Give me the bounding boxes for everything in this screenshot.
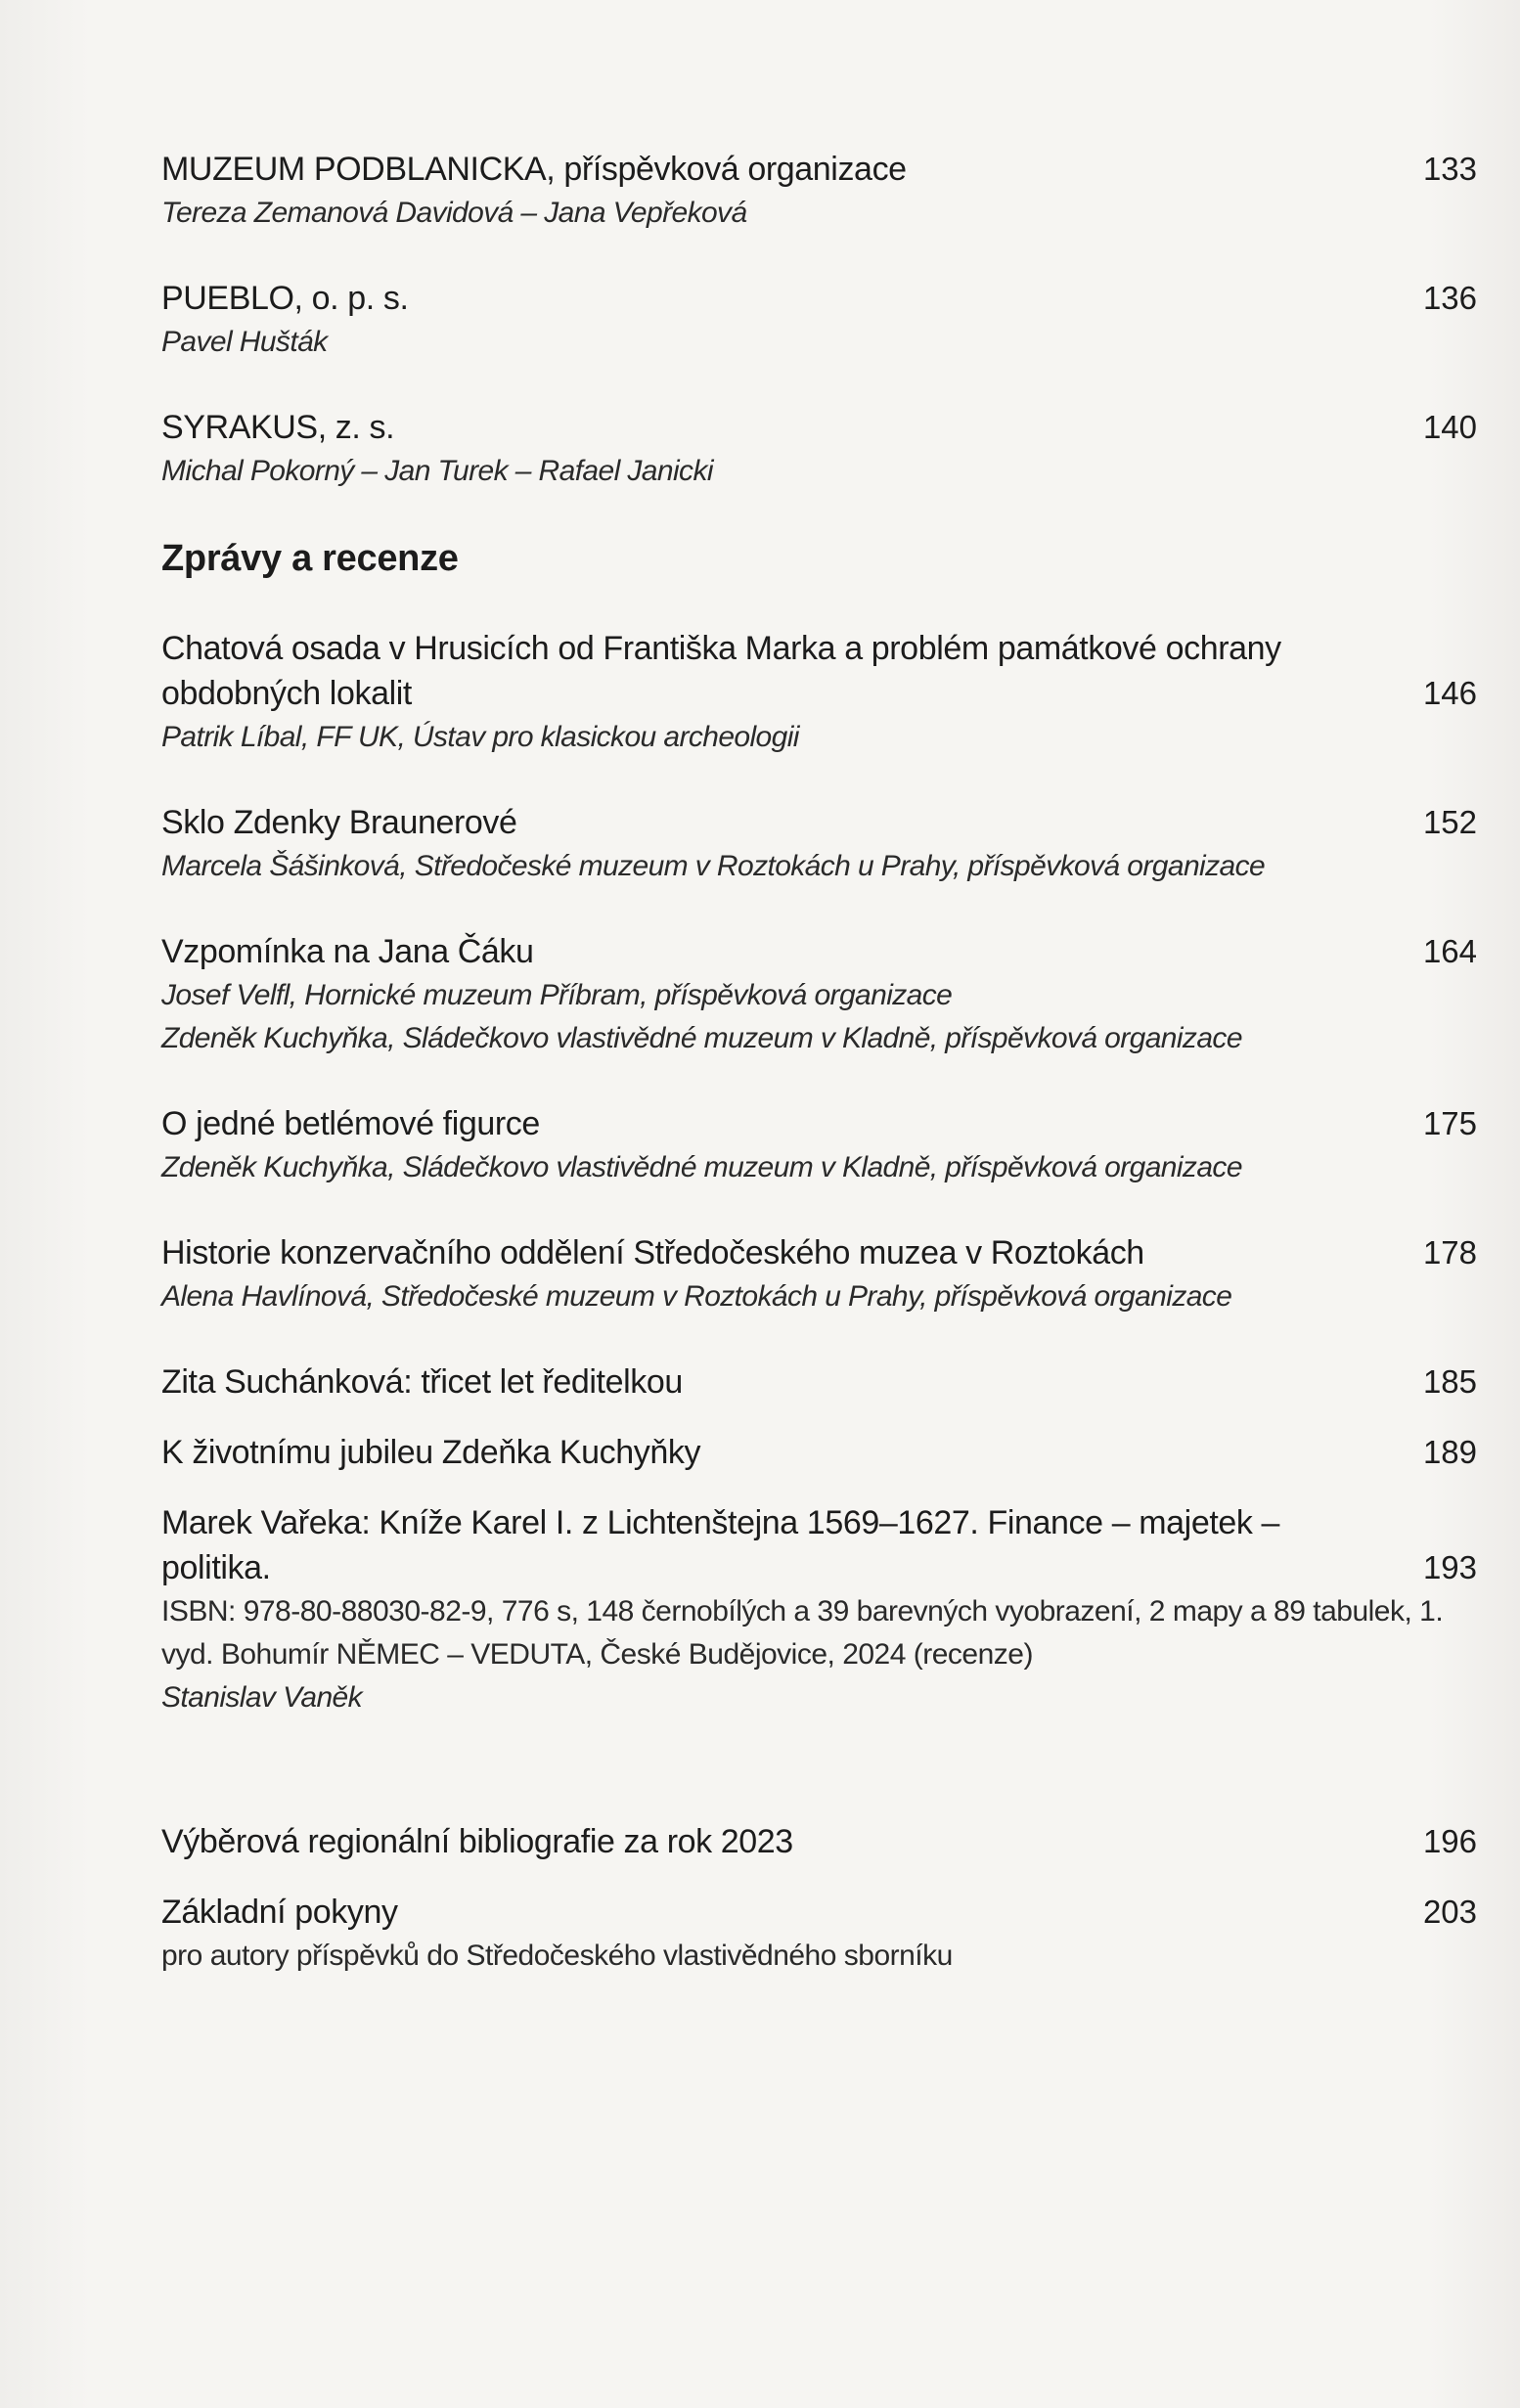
toc-entry-betlemova-figurka [161, 1101, 1477, 1189]
entry-title: Historie konzervačního oddělení Středočeského muzea v Roztokách [161, 1234, 1144, 1271]
toc-entry-recenze-kniize-karel [161, 1500, 1477, 1719]
toc-entry-zakladni-pokyny [161, 1890, 1477, 1978]
entry-author: Stanislav Vaněk [161, 1681, 363, 1714]
toc-entry-bibliografie [161, 1819, 1477, 1864]
entry-page-number: 185 [1422, 1363, 1477, 1400]
entry-page-number: 196 [1422, 1823, 1477, 1859]
entry-title: Vzpomínka na Jana Čáku [161, 933, 534, 970]
toc-entry-sklo-zdenky-braunerove [161, 800, 1477, 888]
entry-title: Sklo Zdenky Braunerové [161, 804, 517, 841]
entry-author: Zdeněk Kuchyňka, Sládečkovo vlastivědné muzeum v Kladně, příspěvková organizace [161, 1151, 1242, 1183]
entry-page-number: 178 [1422, 1234, 1477, 1271]
entry-author: Josef Velfl, Hornické muzeum Příbram, příspěvková organizace [161, 979, 953, 1011]
toc-entry-zita-suchankova [161, 1360, 1477, 1405]
entry-author: Pavel Hušták [161, 326, 328, 358]
toc-entry-chatova-osada [161, 626, 1477, 759]
entry-subtitle: pro autory příspěvků do Středočeského vlastivědného sborníku [161, 1940, 953, 1972]
toc-entry-historie-konzervacniho-oddeleni [161, 1230, 1477, 1318]
toc-entry-syrakus [161, 405, 1477, 493]
entry-title: Zita Suchánková: třicet let ředitelkou [161, 1363, 683, 1401]
entry-page-number: 152 [1422, 804, 1477, 840]
section-heading: Zprávy a recenze [161, 538, 459, 579]
entry-page-number: 133 [1422, 151, 1477, 187]
entry-page-number: 140 [1422, 409, 1477, 445]
entry-title: PUEBLO, o. p. s. [161, 280, 409, 317]
entry-author: Tereza Zemanová Davidová – Jana Vepřeková [161, 197, 747, 229]
entry-title: SYRAKUS, z. s. [161, 409, 395, 446]
entry-author: Michal Pokorný – Jan Turek – Rafael Janicki [161, 455, 713, 487]
entry-page-number: 146 [1422, 675, 1477, 711]
entry-title: Chatová osada v Hrusicích od Františka Marka a problém památkové ochrany obdobných lokalit [161, 630, 1281, 712]
entry-title: Marek Vařeka: Kníže Karel I. z Lichtenštejna 1569–1627. Finance – majetek – politika. [161, 1504, 1280, 1586]
toc-entry-vzpominka-jana-caku [161, 929, 1477, 1060]
table-of-contents [161, 147, 1477, 2019]
entry-title: Základní pokyny [161, 1894, 398, 1931]
entry-title: K životnímu jubileu Zdeňka Kuchyňky [161, 1434, 701, 1471]
spacer [161, 1761, 1477, 1819]
entry-author: Marcela Šášinková, Středočeské muzeum v Roztokách u Prahy, příspěvková organizace [161, 850, 1266, 882]
entry-description: ISBN: 978-80-88030-82-9, 776 s, 148 černobílých a 39 barevných vyobrazení, 2 mapy a 89 tabulek, 1. vyd. Bohumír NĚMEC – VEDUTA, České Budějovice, 2024 (recenze) [161, 1595, 1444, 1671]
entry-page-number: 203 [1422, 1894, 1477, 1930]
entry-page-number: 189 [1422, 1434, 1477, 1470]
entry-page-number: 136 [1422, 280, 1477, 316]
entry-page-number: 193 [1422, 1549, 1477, 1585]
entry-page-number: 175 [1422, 1105, 1477, 1141]
entry-author: Alena Havlínová, Středočeské muzeum v Roztokách u Prahy, příspěvková organizace [161, 1280, 1232, 1313]
toc-entry-muzeum-podblanicka [161, 147, 1477, 235]
entry-title: Výběrová regionální bibliografie za rok 2023 [161, 1823, 793, 1860]
entry-title: O jedné betlémové figurce [161, 1105, 540, 1142]
entry-author: Zdeněk Kuchyňka, Sládečkovo vlastivědné muzeum v Kladně, příspěvková organizace [161, 1022, 1242, 1054]
entry-author: Patrik Líbal, FF UK, Ústav pro klasickou archeologii [161, 721, 799, 753]
entry-page-number: 164 [1422, 933, 1477, 969]
toc-entry-pueblo [161, 276, 1477, 364]
entry-title: MUZEUM PODBLANICKA, příspěvková organizace [161, 151, 907, 188]
toc-entry-jubileum-kuchynky [161, 1430, 1477, 1475]
